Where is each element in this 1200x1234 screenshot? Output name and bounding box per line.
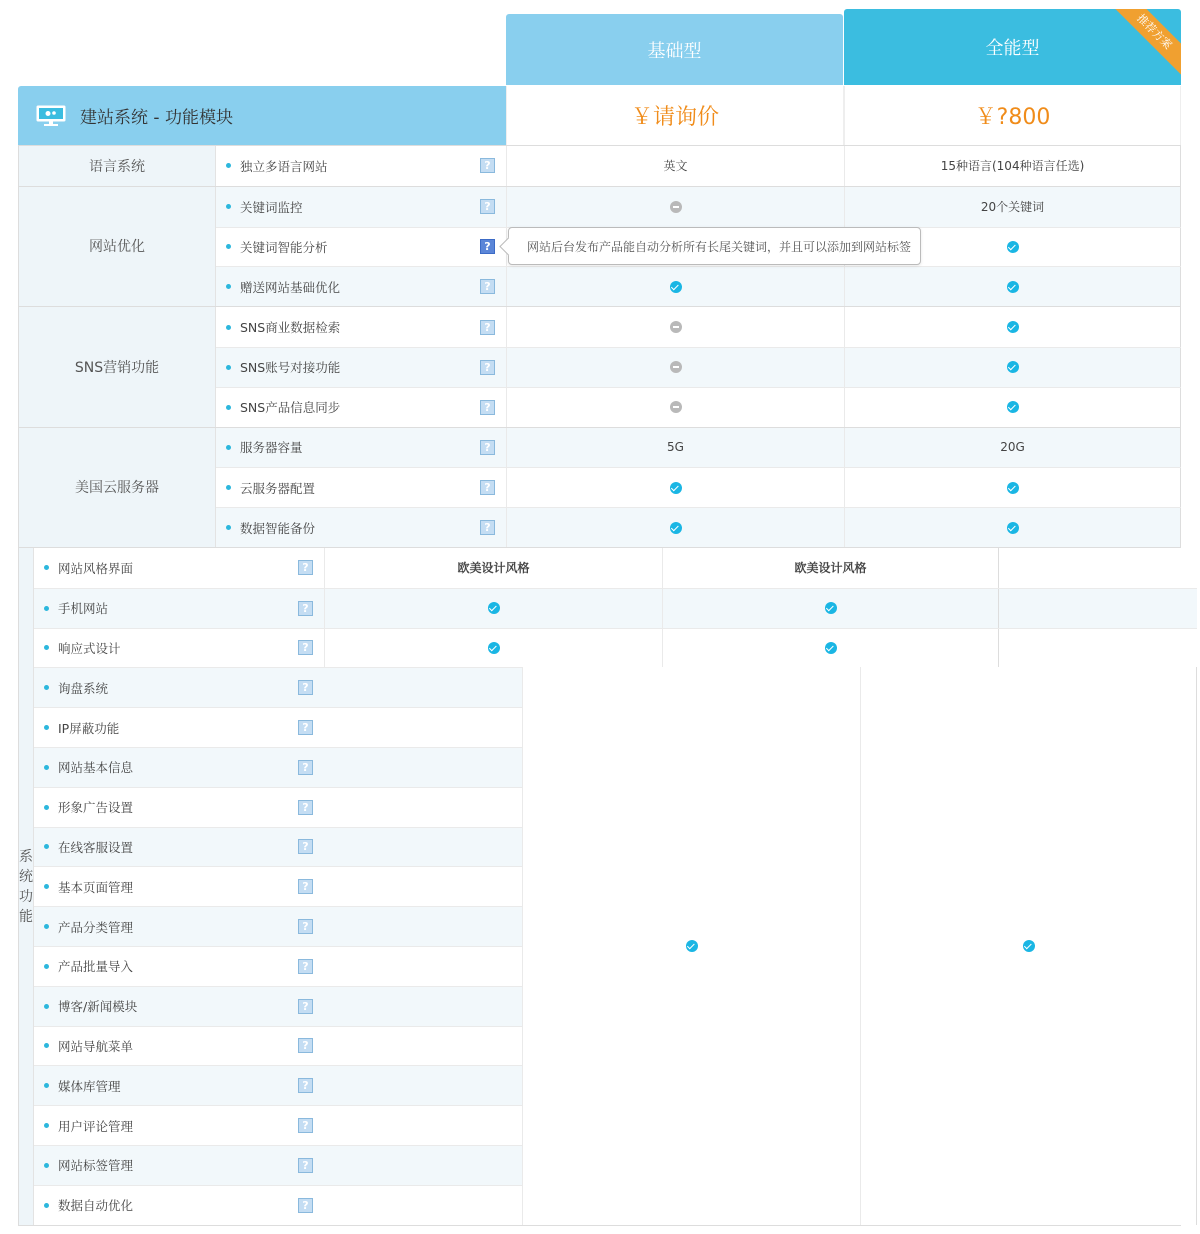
plan-name-full: 全能型 (985, 38, 1040, 59)
table-row (34, 946, 522, 986)
recommended-ribbon: 推荐方案 (1107, 9, 1181, 79)
table-row (216, 387, 1181, 427)
feature-label-cell (216, 307, 506, 347)
check-icon (488, 642, 500, 654)
bullet-icon (226, 485, 231, 490)
not-included-cell (506, 187, 844, 227)
check-icon (488, 602, 500, 614)
feature-label-cell (216, 468, 506, 507)
help-icon[interactable]: ? (298, 640, 313, 655)
included-cell (844, 508, 1181, 547)
group-rows (34, 548, 1197, 1225)
table-row (34, 866, 522, 906)
table-row (216, 266, 1181, 306)
included-cell (844, 388, 1181, 427)
help-icon[interactable]: ? (480, 440, 495, 455)
feature-label-cell (34, 947, 324, 986)
included-cell (506, 468, 844, 507)
merged-block (34, 667, 1197, 1224)
module-header (18, 86, 506, 145)
value-cell: 5G (506, 428, 844, 468)
feature-name: 产品分类管理 (58, 919, 134, 935)
help-icon[interactable]: ? (298, 1158, 313, 1173)
feature-name: 云服务器配置 (240, 480, 316, 496)
feature-group (18, 427, 1181, 547)
bullet-icon (44, 725, 49, 730)
help-icon[interactable]: ? (480, 279, 495, 294)
price-basic-text: ￥请询价 (630, 105, 719, 130)
bullet-icon (44, 1203, 49, 1208)
table-row (34, 628, 1197, 668)
feature-name: 数据智能备份 (240, 520, 316, 536)
feature-tooltip (508, 227, 921, 265)
feature-name: 赠送网站基础优化 (240, 279, 341, 295)
bullet-icon (226, 244, 231, 249)
bullet-icon (44, 1043, 49, 1048)
feature-name: 博客/新闻模块 (58, 999, 138, 1015)
feature-group (18, 306, 1181, 426)
value-cell: 15种语言(104种语言任选) (844, 146, 1181, 186)
feature-table (18, 145, 1181, 1226)
feature-label-cell (34, 1066, 324, 1105)
feature-name: SNS商业数据检索 (240, 320, 341, 336)
feature-label-cell (34, 1027, 324, 1066)
plan-header-basic (506, 14, 843, 85)
help-icon[interactable]: ? (298, 720, 313, 735)
table-row (216, 307, 1181, 347)
feature-name: SNS账号对接功能 (240, 360, 341, 376)
feature-label-cell (34, 987, 324, 1026)
included-cell (324, 589, 662, 628)
included-cell (506, 508, 844, 547)
check-icon (670, 522, 682, 534)
help-icon[interactable]: ? (480, 360, 495, 375)
included-cell (662, 589, 999, 628)
help-icon[interactable]: ? (480, 400, 495, 415)
table-row (34, 787, 522, 827)
bullet-icon (44, 1004, 49, 1009)
bullet-icon (44, 1083, 49, 1088)
feature-label-cell (34, 589, 324, 628)
bullet-icon (44, 765, 49, 770)
category-label: 网站优化 (18, 187, 216, 306)
feature-name: 在线客服设置 (58, 839, 134, 855)
tooltip-text: 网站后台发布产品能自动分析所有长尾关键词，并且可以添加到网站标签 (527, 239, 912, 254)
included-cell (522, 667, 860, 1224)
feature-label-cell (216, 388, 506, 427)
feature-name: 基本页面管理 (58, 879, 134, 895)
feature-label-cell (34, 548, 324, 588)
feature-label-cell (216, 228, 506, 267)
included-cell (860, 667, 1197, 1224)
table-row (34, 1185, 522, 1225)
bullet-icon (226, 325, 231, 330)
price-basic (506, 86, 844, 145)
bullet-icon (226, 445, 231, 450)
feature-name: 响应式设计 (58, 640, 121, 656)
bullet-icon (44, 645, 49, 650)
included-cell (844, 307, 1181, 347)
feature-name: 关键词智能分析 (240, 239, 328, 255)
plan-header-full (844, 9, 1181, 85)
feature-label-cell (34, 828, 324, 867)
feature-label-cell (216, 267, 506, 306)
feature-label-cell (34, 867, 324, 906)
value-cell: 欧美设计风格 (324, 548, 662, 588)
plan-name-basic: 基础型 (647, 40, 702, 62)
bullet-icon (226, 284, 231, 289)
group-rows (216, 146, 1181, 186)
table-row (34, 986, 522, 1026)
table-row (216, 428, 1181, 468)
table-row (216, 467, 1181, 507)
feature-label-cell (216, 187, 506, 227)
feature-name: 关键词监控 (240, 199, 303, 215)
category-label: 美国云服务器 (18, 428, 216, 547)
table-row (34, 548, 1197, 588)
feature-label-cell (34, 788, 324, 827)
bullet-icon (44, 1123, 49, 1128)
feature-name: 询盘系统 (58, 680, 109, 696)
help-icon[interactable]: ? (298, 839, 313, 854)
feature-name: 网站导航菜单 (58, 1038, 134, 1054)
help-icon[interactable]: ? (298, 760, 313, 775)
not-included-cell (506, 348, 844, 387)
feature-name: 手机网站 (58, 601, 109, 617)
table-row (34, 1105, 522, 1145)
help-icon[interactable]: ? (298, 1118, 313, 1133)
help-icon[interactable]: ? (298, 1038, 313, 1053)
included-cell (662, 629, 999, 668)
table-row (216, 146, 1181, 186)
feature-label-cell (34, 708, 324, 747)
help-icon[interactable]: ? (298, 1198, 313, 1213)
feature-label-cell (34, 907, 324, 946)
help-icon[interactable]: ? (298, 800, 313, 815)
help-icon[interactable]: ? (480, 239, 495, 254)
minus-icon (670, 201, 682, 213)
check-icon (1023, 940, 1035, 952)
feature-label-cell (34, 748, 324, 787)
value-cell: 英文 (506, 146, 844, 186)
group-rows (216, 428, 1181, 547)
feature-name: 独立多语言网站 (240, 158, 328, 174)
feature-name: SNS产品信息同步 (240, 400, 341, 416)
bullet-icon (226, 204, 231, 209)
feature-name: 产品批量导入 (58, 959, 134, 975)
help-icon[interactable]: ? (480, 199, 495, 214)
bullet-icon (44, 884, 49, 889)
feature-label-cell (34, 1106, 324, 1145)
not-included-cell (506, 388, 844, 427)
value-cell: 20G (844, 428, 1181, 468)
merged-feature-list (34, 667, 522, 1224)
feature-label-cell (34, 668, 324, 707)
bullet-icon (226, 163, 231, 168)
check-icon (1007, 361, 1019, 373)
feature-name: 形象广告设置 (58, 800, 134, 816)
feature-label-cell (34, 1186, 324, 1225)
check-icon (1007, 482, 1019, 494)
table-row (34, 1065, 522, 1105)
included-cell (506, 267, 844, 306)
feature-name: 网站风格界面 (58, 560, 134, 576)
bullet-icon (44, 606, 49, 611)
bullet-icon (44, 964, 49, 969)
table-row (216, 187, 1181, 227)
minus-icon (670, 361, 682, 373)
help-icon[interactable]: ? (480, 158, 495, 173)
table-row (34, 747, 522, 787)
check-icon (1007, 241, 1019, 253)
price-full-text: ￥?800 (974, 105, 1051, 130)
table-row (216, 347, 1181, 387)
help-icon[interactable]: ? (298, 959, 313, 974)
feature-group (18, 547, 1181, 1225)
table-row (34, 707, 522, 747)
module-title: 建站系统 - 功能模块 (80, 108, 233, 128)
help-icon[interactable]: ? (298, 919, 313, 934)
help-icon[interactable]: ? (298, 560, 313, 575)
category-label: SNS营销功能 (18, 307, 216, 426)
help-icon[interactable]: ? (298, 1078, 313, 1093)
check-icon (825, 602, 837, 614)
value-cell: 欧美设计风格 (662, 548, 999, 588)
check-icon (1007, 281, 1019, 293)
check-icon (1007, 321, 1019, 333)
bullet-icon (44, 685, 49, 690)
feature-label-cell (216, 428, 506, 468)
feature-name: 网站基本信息 (58, 760, 134, 776)
help-icon[interactable]: ? (298, 601, 313, 616)
help-icon[interactable]: ? (298, 999, 313, 1014)
feature-name: 数据自动优化 (58, 1198, 134, 1214)
check-icon (825, 642, 837, 654)
value-cell: 20个关键词 (844, 187, 1181, 227)
help-icon[interactable]: ? (480, 320, 495, 335)
feature-label-cell (216, 348, 506, 387)
included-cell (844, 468, 1181, 507)
check-icon (1007, 401, 1019, 413)
not-included-cell (506, 307, 844, 347)
feature-label-cell (34, 629, 324, 668)
feature-group (18, 145, 1181, 186)
group-rows (216, 307, 1181, 426)
included-cell (324, 629, 662, 668)
help-icon[interactable]: ? (298, 879, 313, 894)
included-cell (844, 348, 1181, 387)
included-cell (844, 267, 1181, 306)
check-icon (1007, 522, 1019, 534)
table-row (34, 1026, 522, 1066)
help-icon[interactable]: ? (298, 680, 313, 695)
feature-label-cell (216, 508, 506, 547)
minus-icon (670, 321, 682, 333)
monitor-icon (36, 105, 66, 127)
bullet-icon (226, 525, 231, 530)
bullet-icon (226, 365, 231, 370)
bullet-icon (44, 924, 49, 929)
help-icon[interactable]: ? (480, 520, 495, 535)
table-row (216, 507, 1181, 547)
feature-name: 网站标签管理 (58, 1158, 134, 1174)
bullet-icon (44, 844, 49, 849)
feature-name: 服务器容量 (240, 440, 303, 456)
category-label: 系统功能 (18, 548, 34, 1225)
bullet-icon (44, 565, 49, 570)
table-row (34, 1145, 522, 1185)
minus-icon (670, 401, 682, 413)
price-full (844, 86, 1181, 145)
bullet-icon (44, 1163, 49, 1168)
table-row (34, 667, 522, 707)
help-icon[interactable]: ? (480, 480, 495, 495)
feature-label-cell (216, 146, 506, 186)
bullet-icon (44, 805, 49, 810)
feature-name: 媒体库管理 (58, 1078, 121, 1094)
feature-name: 用户评论管理 (58, 1118, 134, 1134)
category-label: 语言系统 (18, 146, 216, 186)
check-icon (670, 482, 682, 494)
feature-name: IP屏蔽功能 (58, 720, 120, 736)
table-row (34, 827, 522, 867)
table-row (34, 588, 1197, 628)
feature-label-cell (34, 1146, 324, 1185)
check-icon (670, 281, 682, 293)
table-row (34, 906, 522, 946)
bullet-icon (226, 405, 231, 410)
check-icon (686, 940, 698, 952)
